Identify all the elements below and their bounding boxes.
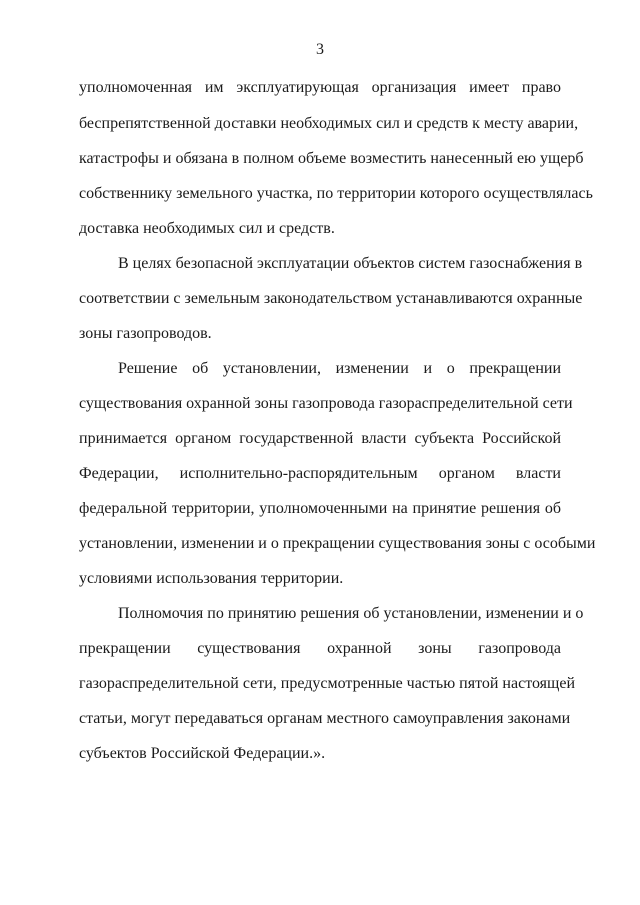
text-line: прекращении существования охранной зоны газопровода	[79, 640, 561, 657]
text-line: соответствии с земельным законодательством устанавливаются охранные	[79, 290, 583, 307]
text-line: зоны газопроводов.	[79, 325, 212, 342]
text-line: В целях безопасной эксплуатации объектов систем газоснабжения в	[118, 255, 583, 272]
text-line: условиями использования территории.	[79, 570, 344, 587]
text-line: федеральной территории, уполномоченными на принятие решения об	[79, 500, 561, 517]
text-line: беспрепятственной доставки необходимых сил и средств к месту аварии,	[79, 115, 579, 132]
text-line: доставка необходимых сил и средств.	[79, 220, 335, 237]
text-line: собственнику земельного участка, по территории которого осуществлялась	[79, 185, 593, 202]
text-line: существования охранной зоны газопровода газораспределительной сети	[79, 395, 573, 412]
text-line: субъектов Российской Федерации.».	[79, 745, 326, 762]
page-number: 3	[316, 41, 324, 58]
text-line: статьи, могут передаваться органам местного самоуправления законами	[79, 710, 571, 727]
text-line: Решение об установлении, изменении и о прекращении	[118, 360, 561, 377]
text-line: Федерации, исполнительно-распорядительным органом власти	[79, 465, 561, 482]
text-line: Полномочия по принятию решения об установлении, изменении и о	[118, 605, 584, 622]
text-line: уполномоченная им эксплуатирующая организация имеет право	[79, 79, 561, 96]
text-line: установлении, изменении и о прекращении существования зоны с особыми	[79, 535, 596, 552]
text-line: катастрофы и обязана в полном объеме возместить нанесенный ею ущерб	[79, 150, 584, 167]
text-line: принимается органом государственной власти субъекта Российской	[79, 430, 561, 447]
text-line: газораспределительной сети, предусмотренные частью пятой настоящей	[79, 675, 576, 692]
